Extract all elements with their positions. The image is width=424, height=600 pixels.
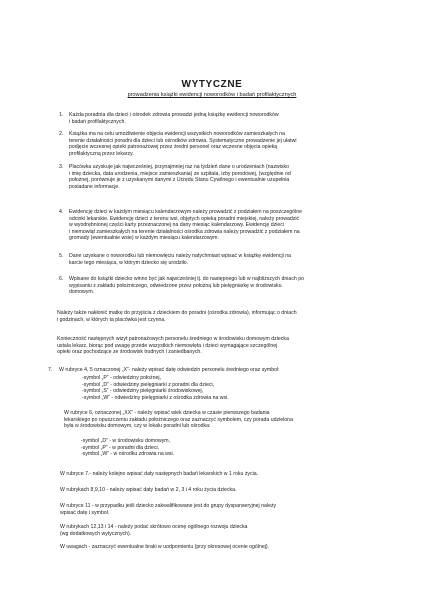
item-number: 5. xyxy=(59,253,64,259)
paragraph xyxy=(57,310,297,323)
list-item xyxy=(69,209,302,242)
text-line: opieki oraz pochodzące ze środowisk trudnych i zaniedbanych. xyxy=(57,349,202,356)
text-line: odcinki lekarskie. Ewidencję dzieci z terenu wsi, objętych opieką poradni miejskiej, należy prowadzić xyxy=(69,215,300,222)
text-line: Należy także nakłonić matkę do przyjścia z dzieckiem do poradni (ośrodka zdrowia), informując o dniach xyxy=(57,310,297,316)
item-number: 7. xyxy=(48,367,53,373)
paragraph xyxy=(57,336,289,356)
text-line: w wyodrębnionej części karty przeznaczonej na dany miesiąc kalendarzowy. Ewidencję dzieci xyxy=(69,222,284,229)
paragraph xyxy=(60,524,247,537)
text-line: karcie tego miesiąca, w którym dziecko się urodziło. xyxy=(69,259,189,266)
text-line: W rubryce 6, oznaczonej „XX” - należy wpisać wiek dziecka w czasie pierwszego badania xyxy=(64,410,270,416)
text-line: profilaktyczną przez lekarzy. xyxy=(69,150,134,157)
list-item xyxy=(69,276,304,296)
symbol-item: -symbol „W” - odwiedziny pielęgniarki z ośrodka zdrowia na wsi. xyxy=(82,394,229,401)
text-line: Dane uzyskane o noworodku lub niemowlęciu należy natychmiast wpisać w książkę ewidencji na xyxy=(69,253,292,259)
text-line: Każda poradnia dla dzieci i ośrodek zdrowia prowadzi jedną książkę ewidencji noworodków xyxy=(69,112,279,118)
list-item xyxy=(69,112,279,125)
text-line: była w środowisku domowym, czy w lokalu poradni lub ośrodka: xyxy=(64,423,211,430)
text-line: terenie działalności poradni dla dzieci lub ośrodków zdrowia. Systematyczne prowadzenie jej ułatwi xyxy=(69,137,297,144)
text-line: i godzinach, w których ta placówka jest czynna. xyxy=(57,316,166,323)
paragraph xyxy=(60,487,236,494)
paragraph xyxy=(60,471,258,478)
list-item xyxy=(59,367,280,374)
symbol-item: -symbol „D” - w środowisku domowym, xyxy=(81,438,171,444)
text-line: ustala lekarz, biorąc pod uwagę przede wszystkich niemowlęta i dzieci wymagające szczególnej xyxy=(57,342,278,349)
text-line: W rubryce 4, 5 oznaczonej „X”- należy wpisać datę odwiedzin personelu średniego oraz symbol: xyxy=(59,367,280,373)
text-line: (wg dodatkowych wytycznych). xyxy=(60,530,132,537)
text-line: podjęcie wczesnej opieki patronażowej przez średni personel oraz wczesne objęcia opieką xyxy=(69,144,278,151)
text-line: gromady (ewentualnie wsie) w każdym miesiącu kalendarzowym. xyxy=(69,235,219,242)
symbol-item: -symbol „D” - odwiedziny pielęgniarki z poradni dla dzieci, xyxy=(82,381,215,388)
text-line: W rubrykach 12,13 i 14 - należy podać skrótowo ocenę ogólnego rozwoju dziecka xyxy=(60,524,248,530)
item-number: 6. xyxy=(59,276,64,282)
text-line: W rubryce 7.- należy kolejno wpisać daty następnych badań lekarskich w 1 roku życia. xyxy=(60,471,259,477)
paragraph xyxy=(64,410,293,430)
item-number: 2. xyxy=(59,131,64,137)
text-line: Placówka uzyskuje jak najwcześniej, przynajmniej raz na tydzień dane o urodzeniach (nazwisko xyxy=(69,164,290,170)
text-line: i niemowląt zamieszkałych na terenie działalności ośrodka zdrowia należy prowadzić z podziałem na xyxy=(69,228,300,235)
paragraph xyxy=(60,503,276,516)
text-line: wpisać datę i symbol. xyxy=(60,509,110,516)
item-number: 1. xyxy=(59,112,64,118)
text-line: W rubryce 11 - w przypadku jeśli dziecko zakwalifikowane jest do grupy dyspanseryjnej należy xyxy=(60,503,277,509)
text-line: Wpisane do książki dziecko winno być jak najwcześniej tj. do następnego lub w najbliższych dniach po xyxy=(69,276,305,282)
text-line: Konieczność następnych wizyt patronażowych personelu średniego w środowisku domowym dziecka xyxy=(57,336,289,342)
symbol-list xyxy=(82,375,229,401)
text-line: wypisaniu z zakładu położniczego, odwiedzone przez położną lub pielęgniarkę w środowisku xyxy=(69,282,282,289)
list-item xyxy=(69,131,297,157)
paragraph xyxy=(60,544,269,551)
text-line: i imię dziecka, data urodzenia, miejsce zamieszkania) ze szpitala, izby porodowej, (względnie od xyxy=(69,170,291,177)
symbol-item: -symbol „P” - w poradni dla dzieci, xyxy=(81,444,160,451)
document-subtitle: prowadzenia książki ewidencji noworodków i badań profilaktycznych xyxy=(127,92,297,98)
text-line: W rubrykach 8,9,10 - należy wpisać daty badań w 2, 3 i 4 roku życia dziecka. xyxy=(60,487,237,493)
symbol-item: -symbol „W” - w ośrodku zdrowia na wsi. xyxy=(81,451,175,458)
item-number: 3. xyxy=(59,164,64,170)
list-item xyxy=(69,164,291,190)
symbol-item: -symbol „S” - odwiedziny pielęgniarki środowiskowej, xyxy=(82,388,204,395)
text-line: i badań profilaktycznych. xyxy=(69,118,126,125)
text-line: W uwagach - zaznaczyć ewentualne braki w uodpornieniu (przy okresowej ocenie ogólnej). xyxy=(60,544,270,550)
symbol-list xyxy=(81,438,174,458)
list-item xyxy=(69,253,291,266)
document-title: WYTYCZNE xyxy=(181,79,243,90)
text-line: domowym. xyxy=(69,289,95,296)
text-line: położnej, porównuje je z uzyskanymi danymi z Urzędu Stanu Cywilnego i ewentualnie uzupełnia xyxy=(69,177,290,184)
text-line: Ewidencję dzieci w każdym miesiącu kalendarzowym należy prowadzić z podziałem na poszczególne xyxy=(69,209,302,215)
text-line: posiadane informacje. xyxy=(69,183,120,190)
text-line: lekarskiego po opuszczeniu zakładu położniczego oraz zaznaczyć symbolem, czy porada udzielona xyxy=(64,416,293,423)
symbol-item: -symbol „P” - odwiedziny położnej, xyxy=(82,375,161,381)
item-number: 4. xyxy=(59,209,64,215)
text-line: Książka ma na celu umożliwienie objęcia ewidencji wszystkich noworodków zamieszkałych na xyxy=(69,131,285,137)
